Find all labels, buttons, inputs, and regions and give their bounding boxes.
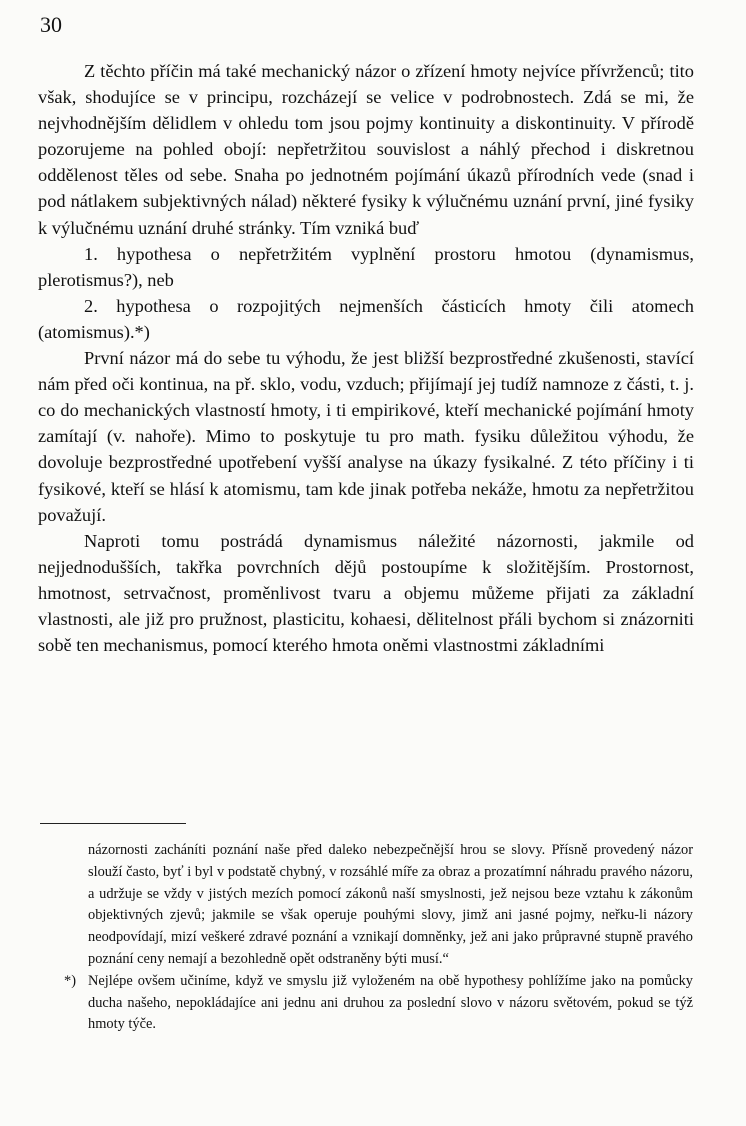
paragraph-3: Naproti tomu postrádá dynamismus náležité názornosti, jakmile od nejjednodušších, takřka povrchních dějů postoupíme k složitějším. Prostornost, hmotnost, setrvačnost, proměnlivost tvaru a objemu můžeme přijati za základní vlastnosti, ale již pro pružnost, plasticitu, kohaesi, dělitelnost přáli bychom si znázorniti sobě ten mechanismus, pomocí kterého hmota oněmi vlastnostmi základními — [38, 530, 694, 656]
main-text — [38, 58, 694, 658]
paragraph-1: Z těchto příčin má také mechanický názor o zřízení hmoty nejvíce přívrženců; tito však, shodujíce se v principu, rozcházejí se velice v podrobnostech. Zdá se mi, že nejvhodnějším dělidlem v ohledu tom jsou pojmy kontinuity a diskontinuity. V přírodě pozorujeme na pohled obojí: nepřetržitou souvislost a náhlý přechod i diskretnou oddělenost těles od sebe. Snaha po jednotném pojímání úkazů přírodních vede (snad i pod nátlakem subjektivných nálad) některé fysiky k výlučnému uznání první, jiné fysiky k výlučnému uznání druhé stránky. Tím vzniká buď — [38, 61, 694, 238]
hypothesis-1: 1. hypothesa o nepřetržitém vyplnění prostoru hmotou (dynamismus, plerotismus?), neb — [38, 243, 694, 290]
page-number: 30 — [40, 12, 62, 37]
footnote-continuation: názornosti zacháníti poznání naše před daleko nebezpečnější hrou se slovy. Přísně provedený názor slouží často, byť i byl v podstatě chybný, v rozsáhlé míře za obraz a prozatímní náhradu pravého názoru, a udržuje se vždy v jistých mezích pomocí zákonů naší smyslnosti, jež nejsou beze vztahu k zákonům objektivných zjevů; jakmile se však operuje pouhými slovy, jimž ani jasné pojmy, neřku-li názory neodpovídají, mizí veškeré zdravé poznání a vznikají domněnky, jež ani jako průpravné stupně pravého poznání ceny nemají a bezohledně opět odstraněny býti musí.“ — [88, 842, 693, 967]
footnotes — [64, 840, 693, 1036]
footnote-atomism — [64, 971, 693, 1036]
paragraph-2: První názor má do sebe tu výhodu, že jest bližší bezprostředné zkušenosti, stavící nám před oči kontinua, na př. sklo, vodu, vzduch; přijímají jej tudíž namnoze z části, t. j. co do mechanických vlastností hmoty, i ti empirikové, kteří mechanické pojímání hmoty zamítají (v. nahoře). Mimo to poskytuje tu pro math. fysiku důležitou výhodu, že dovoluje bezprostředné upotřebení vyšší analyse na úkazy fysikalné. Z této příčiny i ti fysikové, kteří se hlásí k atomismu, tam kde jinak potřeba nekáže, hmotu za nepřetržitou považují. — [38, 348, 694, 525]
footnote-mark: *) — [64, 972, 76, 989]
footnote-text: Nejlépe ovšem učiníme, když ve smyslu již vyloženém na obě hypothesy pohlížíme jako na pomůcky ducha našeho, nepokládajíce ani jednu ani druhou za poslední slovo v názoru světovém, pokud se týž hmoty týče. — [88, 972, 693, 1033]
hypothesis-2: 2. hypothesa o rozpojitých nejmenších částicích hmoty čili atomech (atomismus).*) — [38, 295, 694, 342]
footnote-divider — [40, 823, 186, 824]
